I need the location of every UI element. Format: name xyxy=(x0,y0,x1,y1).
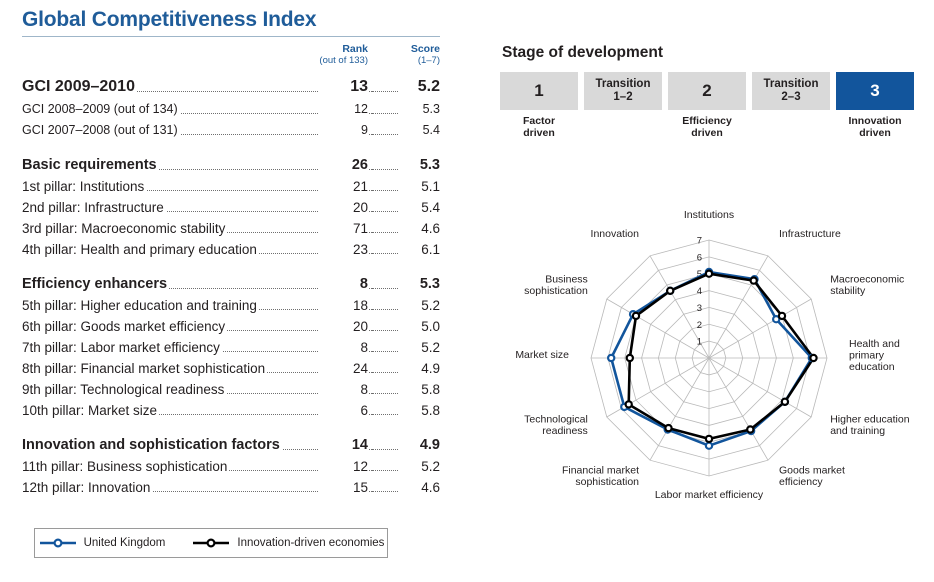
right-panel xyxy=(500,8,918,501)
table-row xyxy=(22,75,440,99)
row-rank: 8 xyxy=(319,379,368,400)
radar-axis-label: Higher education and training xyxy=(830,413,910,437)
row-label: 5th pillar: Higher education and training xyxy=(22,298,257,313)
radar-axis-label: Labor market efficiency xyxy=(654,489,764,501)
row-rank: 8 xyxy=(319,337,368,358)
leader-dots-secondary xyxy=(372,372,400,373)
row-label: GCI 2009–2010 xyxy=(22,78,135,95)
stage-box-label: 2 xyxy=(702,80,712,100)
row-spacer xyxy=(22,421,440,429)
stage-of-development-title: Stage of development xyxy=(502,44,664,61)
radar-axis-label: Health and primary education xyxy=(849,338,900,373)
table-row xyxy=(22,295,440,316)
radar-axis-tick: 6 xyxy=(696,252,702,264)
row-spacer xyxy=(22,141,440,149)
row-label: 10th pillar: Market size xyxy=(22,403,158,418)
row-score: 5.0 xyxy=(399,316,440,337)
row-rank: 6 xyxy=(319,400,368,421)
stage-caption: Innovation driven xyxy=(848,115,902,139)
row-score: 5.4 xyxy=(399,197,440,218)
radar-data-point xyxy=(627,355,633,361)
radar-axis-label: Infrastructure xyxy=(779,227,841,240)
stage-box-label: 3 xyxy=(870,80,880,100)
column-header-rank-label: Rank xyxy=(342,43,368,55)
row-score: 5.3 xyxy=(399,99,440,120)
stage-item xyxy=(668,72,746,139)
row-rank: 71 xyxy=(319,218,368,239)
stage-box xyxy=(584,72,662,110)
row-label: Efficiency enhancers xyxy=(22,276,168,292)
table-row xyxy=(22,456,440,477)
stage-item xyxy=(584,72,662,115)
row-score: 4.6 xyxy=(399,477,440,498)
row-rank: 12 xyxy=(319,456,368,477)
radar-chart xyxy=(500,203,918,533)
radar-data-point xyxy=(782,399,788,405)
stage-box-label: 1 xyxy=(534,80,544,100)
title-divider xyxy=(22,36,440,37)
row-score: 5.3 xyxy=(399,274,440,295)
row-label: 12th pillar: Innovation xyxy=(22,480,151,495)
row-score: 4.9 xyxy=(399,358,440,379)
radar-data-point xyxy=(626,401,632,407)
radar-axis-tick: 5 xyxy=(696,269,702,281)
leader-dots-secondary xyxy=(372,351,400,352)
row-label: 11th pillar: Business sophistication xyxy=(22,459,228,474)
legend-key-icon xyxy=(38,536,78,550)
stage-item xyxy=(836,72,914,139)
row-score: 5.4 xyxy=(399,120,440,141)
leader-dots-secondary xyxy=(372,330,400,331)
radar-series-line xyxy=(611,272,812,446)
table-row xyxy=(22,218,440,239)
leader-dots-secondary xyxy=(372,449,400,450)
row-label: GCI 2008–2009 (out of 134) xyxy=(22,102,178,116)
leader-dots-secondary xyxy=(372,211,400,212)
radar-axis-label: Goods market efficiency xyxy=(779,464,845,489)
legend-key-icon xyxy=(191,536,231,550)
leader-dots-secondary xyxy=(372,393,400,394)
table-row xyxy=(22,400,440,421)
row-label: GCI 2007–2008 (out of 131) xyxy=(22,123,178,137)
stage-caption: Factor driven xyxy=(522,115,556,139)
row-score: 4.6 xyxy=(399,218,440,239)
radar-axis-tick: 7 xyxy=(696,235,702,247)
row-score: 6.1 xyxy=(399,239,440,260)
row-rank: 26 xyxy=(319,155,368,176)
radar-axis-label: Market size xyxy=(515,349,569,361)
legend-item xyxy=(191,536,384,550)
table-row xyxy=(22,155,440,176)
leader-dots-secondary xyxy=(372,190,400,191)
stage-box xyxy=(668,72,746,110)
table-row xyxy=(22,239,440,260)
radar-data-point xyxy=(665,425,671,431)
row-rank: 20 xyxy=(319,316,368,337)
stage-item xyxy=(752,72,830,115)
row-score: 5.2 xyxy=(399,295,440,316)
row-score: 5.8 xyxy=(399,379,440,400)
legend-item xyxy=(38,536,166,550)
row-label: 4th pillar: Health and primary education xyxy=(22,242,257,257)
gci-rows xyxy=(22,75,440,498)
leader-dots-secondary xyxy=(372,288,400,289)
radar-data-point xyxy=(608,355,614,361)
row-rank: 8 xyxy=(319,274,368,295)
radar-axis-label: Technological readiness xyxy=(524,413,588,437)
row-score: 5.3 xyxy=(399,155,440,176)
stage-box xyxy=(752,72,830,110)
stage-box-sublabel: 2–3 xyxy=(781,91,801,103)
row-rank: 15 xyxy=(319,477,368,498)
table-row xyxy=(22,337,440,358)
radar-svg xyxy=(500,203,918,533)
gci-table-panel xyxy=(22,8,462,498)
row-spacer xyxy=(22,260,440,268)
legend-label: United Kingdom xyxy=(83,537,166,549)
table-row xyxy=(22,176,440,197)
stage-of-development-bar xyxy=(500,72,918,139)
radar-axis-label: Institutions xyxy=(683,209,735,221)
chart-legend xyxy=(34,528,388,558)
leader-dots-secondary xyxy=(372,491,400,492)
row-score: 5.2 xyxy=(399,337,440,358)
radar-data-point xyxy=(779,313,785,319)
row-rank: 20 xyxy=(319,197,368,218)
radar-data-point xyxy=(751,278,757,284)
column-header-rank-sub: (out of 133) xyxy=(319,55,368,66)
radar-axis-tick: 3 xyxy=(696,302,702,314)
column-header-score-sub: (1–7) xyxy=(417,55,440,66)
table-row xyxy=(22,99,440,120)
column-header-score xyxy=(380,43,440,67)
radar-data-point xyxy=(810,355,816,361)
row-label: 3rd pillar: Macroeconomic stability xyxy=(22,221,226,236)
radar-data-point xyxy=(747,426,753,432)
stage-box-label: Transition xyxy=(763,78,819,91)
table-row xyxy=(22,120,440,141)
leader-dots-secondary xyxy=(372,113,400,114)
table-row xyxy=(22,197,440,218)
table-column-headers xyxy=(22,43,440,73)
row-score: 5.1 xyxy=(399,176,440,197)
column-header-score-label: Score xyxy=(410,43,440,55)
radar-axis-label: Financial market sophistication xyxy=(561,464,639,489)
stage-item xyxy=(500,72,578,139)
row-rank: 9 xyxy=(319,120,368,141)
stage-box-label: Transition xyxy=(595,78,651,91)
radar-data-point xyxy=(706,443,712,449)
table-row xyxy=(22,274,440,295)
radar-axis-tick: 2 xyxy=(696,319,702,331)
stage-box xyxy=(500,72,578,110)
leader-dots-secondary xyxy=(372,169,400,170)
row-score: 4.9 xyxy=(399,435,440,456)
leader-dots-secondary xyxy=(372,414,400,415)
page-title: Global Competitiveness Index xyxy=(22,8,317,31)
legend-label: Innovation-driven economies xyxy=(237,537,385,549)
radar-axis-label: Innovation xyxy=(590,227,639,240)
row-rank: 13 xyxy=(319,75,368,99)
radar-data-point xyxy=(706,436,712,442)
row-rank: 12 xyxy=(319,99,368,120)
column-header-rank xyxy=(278,43,368,67)
row-label: 8th pillar: Financial market sophistication xyxy=(22,361,266,376)
row-rank: 14 xyxy=(319,435,368,456)
leader-dots-secondary xyxy=(372,253,400,254)
row-label: Innovation and sophistication factors xyxy=(22,437,280,453)
radar-axis-tick: 4 xyxy=(696,286,702,298)
radar-data-point xyxy=(706,271,712,277)
row-label: 2nd pillar: Infrastructure xyxy=(22,200,164,215)
row-rank: 18 xyxy=(319,295,368,316)
table-row xyxy=(22,316,440,337)
row-score: 5.8 xyxy=(399,400,440,421)
leader-dots-secondary xyxy=(372,91,400,92)
row-rank: 21 xyxy=(319,176,368,197)
row-label: 9th pillar: Technological readiness xyxy=(22,382,225,397)
leader-dots-secondary xyxy=(372,470,400,471)
leader-dots-secondary xyxy=(372,232,400,233)
table-row xyxy=(22,435,440,456)
radar-data-point xyxy=(667,288,673,294)
radar-axis-label: Macroeconomic stability xyxy=(830,273,905,297)
stage-box xyxy=(836,72,914,110)
row-score: 5.2 xyxy=(399,75,440,99)
table-row xyxy=(22,477,440,498)
radar-axis-tick: 1 xyxy=(696,336,702,348)
table-row xyxy=(22,358,440,379)
row-label: Basic requirements xyxy=(22,157,157,173)
radar-axis-label: Business sophistication xyxy=(524,273,588,297)
radar-data-point xyxy=(633,313,639,319)
row-rank: 24 xyxy=(319,358,368,379)
table-row xyxy=(22,379,440,400)
leader-dots-secondary xyxy=(372,134,400,135)
stage-caption: Efficiency driven xyxy=(682,115,732,139)
row-label: 7th pillar: Labor market efficiency xyxy=(22,340,220,355)
row-label: 1st pillar: Institutions xyxy=(22,179,145,194)
leader-dots-secondary xyxy=(372,309,400,310)
row-rank: 23 xyxy=(319,239,368,260)
row-label: 6th pillar: Goods market efficiency xyxy=(22,319,226,334)
row-score: 5.2 xyxy=(399,456,440,477)
stage-box-sublabel: 1–2 xyxy=(613,91,633,103)
